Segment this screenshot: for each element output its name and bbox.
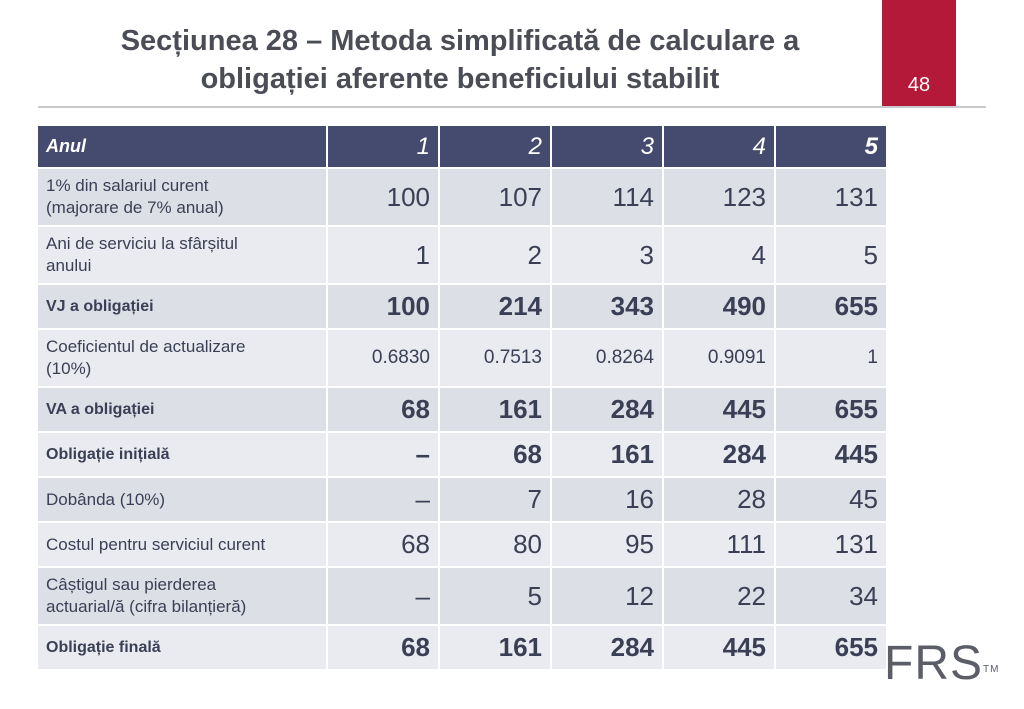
cell-value: – xyxy=(327,432,439,477)
cell-value: 4 xyxy=(663,226,775,284)
title-line-2: obligației aferente beneficiului stabilit xyxy=(200,63,720,95)
cell-value: 7 xyxy=(439,477,551,522)
cell-value: 16 xyxy=(551,477,663,522)
row-label: Coeficientul de actualizare (10%) xyxy=(37,329,327,387)
cell-value: 0.9091 xyxy=(663,329,775,387)
cell-value: 343 xyxy=(551,284,663,329)
row-label: Dobânda (10%) xyxy=(37,477,327,522)
cell-value: 655 xyxy=(775,387,887,432)
cell-value: 490 xyxy=(663,284,775,329)
cell-value: 161 xyxy=(439,625,551,670)
cell-value: 445 xyxy=(663,387,775,432)
cell-value: 95 xyxy=(551,522,663,567)
cell-value: 34 xyxy=(775,567,887,625)
cell-value: 3 xyxy=(551,226,663,284)
cell-value: 123 xyxy=(663,168,775,226)
cell-value: 1 xyxy=(775,329,887,387)
ifrs-logo: FRS™ xyxy=(884,637,1000,690)
cell-value: 12 xyxy=(551,567,663,625)
row-label: Costul pentru serviciul curent xyxy=(37,522,327,567)
cell-value: 5 xyxy=(775,226,887,284)
cell-value: 655 xyxy=(775,625,887,670)
cell-value: 0.8264 xyxy=(551,329,663,387)
cell-value: – xyxy=(327,567,439,625)
cell-value: 1 xyxy=(327,226,439,284)
obligation-table xyxy=(36,124,888,671)
table-row-vj xyxy=(37,284,887,329)
table-row-initial-obligation xyxy=(37,432,887,477)
cell-value: – xyxy=(327,477,439,522)
cell-value: 111 xyxy=(663,522,775,567)
cell-value: 107 xyxy=(439,168,551,226)
slide-title xyxy=(40,22,880,98)
header-year-3: 3 xyxy=(551,125,663,168)
header-year-1: 1 xyxy=(327,125,439,168)
header-year-4: 4 xyxy=(663,125,775,168)
title-divider xyxy=(38,106,986,108)
table-row-discount-factor xyxy=(37,329,887,387)
cell-value: 68 xyxy=(327,625,439,670)
cell-value: 0.6830 xyxy=(327,329,439,387)
header-year-2: 2 xyxy=(439,125,551,168)
header-year-label: Anul xyxy=(37,125,327,168)
cell-value: 161 xyxy=(551,432,663,477)
cell-value: 28 xyxy=(663,477,775,522)
row-label: 1% din salariul curent (majorare de 7% anual) xyxy=(37,168,327,226)
cell-value: 445 xyxy=(663,625,775,670)
cell-value: 284 xyxy=(551,387,663,432)
cell-value: 284 xyxy=(663,432,775,477)
cell-value: 5 xyxy=(439,567,551,625)
cell-value: 45 xyxy=(775,477,887,522)
row-label: Obligație finală xyxy=(37,625,327,670)
cell-value: 100 xyxy=(327,284,439,329)
cell-value: 0.7513 xyxy=(439,329,551,387)
table-row-actuarial xyxy=(37,567,887,625)
cell-value: 100 xyxy=(327,168,439,226)
table-header-row xyxy=(37,125,887,168)
cell-value: 655 xyxy=(775,284,887,329)
row-label: Ani de serviciu la sfârșitul anului xyxy=(37,226,327,284)
table-row-salary xyxy=(37,168,887,226)
cell-value: 68 xyxy=(327,387,439,432)
cell-value: 131 xyxy=(775,522,887,567)
table-row-service-years xyxy=(37,226,887,284)
cell-value: 445 xyxy=(775,432,887,477)
row-label: Câștigul sau pierderea actuarial/ă (cifra bilanțieră) xyxy=(37,567,327,625)
cell-value: 214 xyxy=(439,284,551,329)
cell-value: 161 xyxy=(439,387,551,432)
header-year-5: 5 xyxy=(775,125,887,168)
cell-value: 131 xyxy=(775,168,887,226)
cell-value: 68 xyxy=(327,522,439,567)
table-row-interest xyxy=(37,477,887,522)
cell-value: 68 xyxy=(439,432,551,477)
table-row-va xyxy=(37,387,887,432)
table-row-service-cost xyxy=(37,522,887,567)
row-label: Obligație inițială xyxy=(37,432,327,477)
cell-value: 22 xyxy=(663,567,775,625)
row-label: VJ a obligației xyxy=(37,284,327,329)
page-number: 48 xyxy=(907,74,931,96)
row-label: VA a obligației xyxy=(37,387,327,432)
cell-value: 80 xyxy=(439,522,551,567)
cell-value: 114 xyxy=(551,168,663,226)
cell-value: 284 xyxy=(551,625,663,670)
table-row-final-obligation xyxy=(37,625,887,670)
title-line-1: Secțiunea 28 – Metoda simplificată de calculare a xyxy=(120,25,800,57)
cell-value: 2 xyxy=(439,226,551,284)
